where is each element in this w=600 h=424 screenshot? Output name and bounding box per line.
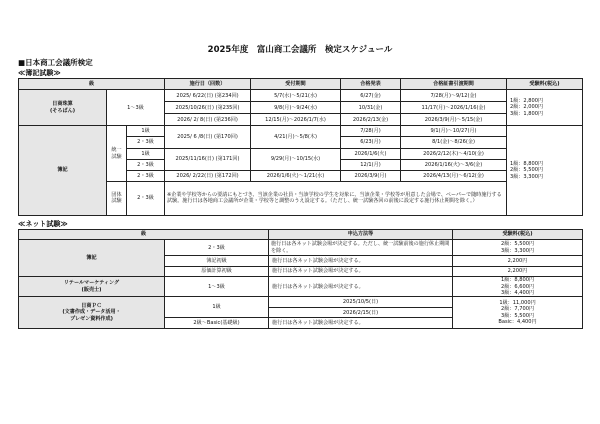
result-date: 7/28(月) — [341, 126, 401, 137]
result-date: 6/27(金) — [341, 90, 401, 102]
exam-date: 2025/11/16(日) (第171回) — [165, 148, 251, 170]
section-heading-written: ≪簿記試験≫ — [18, 69, 61, 77]
certificate-period: 2026/1/16(火)〜3/6(金) — [401, 159, 507, 170]
table-row — [19, 240, 583, 256]
grade-cell: 簿記初級 — [165, 256, 269, 267]
certificate-period: 2026/4/13(月)〜6/12(金) — [401, 170, 507, 181]
exam-date: 2026/2/15(日) — [269, 307, 453, 318]
exam-date: 2025/10/26(日) (第235回) — [165, 102, 251, 114]
written-exam-table — [18, 78, 583, 216]
exam-date: 2025/ 6 /8(日) (第170回) — [165, 126, 251, 148]
soroban-label: 日商珠算 (そろばん) — [19, 90, 107, 126]
application-period: 4/21(月)〜5/8(木) — [251, 126, 341, 148]
grade-cell: 2・3級 — [127, 170, 165, 181]
result-date: 12/1(月) — [341, 159, 401, 170]
page-title: 2025年度 富山商工会議所 検定スケジュール — [207, 45, 393, 55]
col-header-fee: 受験料(税込) — [453, 229, 583, 240]
unified-exam-label: 統一 試験 — [107, 126, 127, 182]
boki-label: 簿記 — [19, 126, 107, 216]
exam-date: 2026/ 2/ 8(日) (第236回) — [165, 114, 251, 126]
application-method: 施行日は各ネット試験会場が決定する。 — [269, 256, 453, 267]
net-exam-table — [18, 229, 583, 329]
section-heading-net: ≪ネット試験≫ — [18, 219, 68, 228]
table-header-row — [19, 79, 583, 90]
application-method: 施行日は各ネット試験会場が決定する。ただし、統一試験前後の施行休止期間を除く。 — [269, 240, 453, 256]
result-date: 10/31(金) — [341, 102, 401, 114]
table-header-row — [19, 229, 583, 240]
application-method: 施行日は各ネット試験会場が決定する。 — [269, 318, 453, 329]
org-heading: ■日本商工会議所検定 — [18, 58, 93, 67]
group-exam-note: ※企業や学校等からの要請にもとづき、当該企業の社員・当該学校の学生を対象に、当該企業・学校等が用意した会場で、ペーパーで随時施行する試験。施行日は各地商工会議所が企業・学校等と調整のうえ設定する。（ただし、統一試験各回の前後に設定する施行休止期間を除く。） — [165, 182, 507, 216]
grade-cell: 2・3級 — [127, 159, 165, 170]
application-method: 施行日は各ネット試験会場が決定する。 — [269, 277, 453, 297]
grade-cell: 原価計算初級 — [165, 266, 269, 277]
col-header-grade: 級 — [19, 79, 165, 90]
group-exam-label: 団体 試験 — [107, 182, 127, 216]
certificate-period: 8/1(金)〜8/26(金) — [401, 137, 507, 148]
grade-cell: 1級 — [165, 297, 269, 318]
exam-date: 2026/ 2/22(日) (第172回) — [165, 170, 251, 181]
grade-cell: 2級〜Basic(基礎級) — [165, 318, 269, 329]
col-header-fee: 受験料(税込) — [507, 79, 583, 90]
col-header-method: 申込方法等 — [269, 229, 453, 240]
grade-cell: 1〜3級 — [165, 277, 269, 297]
application-period: 12/15(月)〜2026/1/7(水) — [251, 114, 341, 126]
grade-cell: 2・3級 — [127, 137, 165, 148]
fee-cell: 1級：8,800円 2級：6,600円 3級：4,400円 — [453, 277, 583, 297]
fee-cell: 2,200円 — [453, 256, 583, 267]
certificate-period: 11/17(月)〜2026/1/16(金) — [401, 102, 507, 114]
grade-cell: 1級 — [127, 148, 165, 159]
result-date: 2026/2/13(金) — [341, 114, 401, 126]
application-period: 2026/1/6(火)〜1/21(水) — [251, 170, 341, 181]
fee-cell: 2級：5,500円 3級：3,300円 — [453, 240, 583, 256]
group-grade: 2・3級 — [127, 182, 165, 216]
table-row — [19, 90, 583, 102]
soroban-fee: 1級：2,800円 2級：2,000円 3級：1,800円 — [507, 90, 583, 126]
col-header-period: 受付期間 — [251, 79, 341, 90]
application-method: 施行日は各ネット試験会場が決定する。 — [269, 266, 453, 277]
certificate-period: 9/1(月)〜10/27(月) — [401, 126, 507, 137]
fee-cell: 2,200円 — [453, 266, 583, 277]
fee-cell: 1級：11,000円 2級：7,700円 3級：5,500円 Basic：4,400円 — [453, 297, 583, 329]
certificate-period: 7/28(月)〜9/12(金) — [401, 90, 507, 102]
col-header-cert: 合格証書引渡期間 — [401, 79, 507, 90]
certificate-period: 2026/2/12(木)〜4/10(金) — [401, 148, 507, 159]
col-header-grade: 級 — [19, 229, 269, 240]
result-date: 2026/1/6(火) — [341, 148, 401, 159]
col-header-result: 合格発表 — [341, 79, 401, 90]
pc-label: 日商ＰＣ (文書作成・データ活用・ プレゼン資料作成) — [19, 297, 165, 329]
result-date: 2026/3/9(月) — [341, 170, 401, 181]
result-date: 6/23(月) — [341, 137, 401, 148]
exam-date: 2025/ 6/22(日) (第234回) — [165, 90, 251, 102]
table-row — [19, 277, 583, 297]
col-header-date: 施行日（回数） — [165, 79, 251, 90]
grade-cell: 2・3級 — [165, 240, 269, 256]
application-period: 5/7(水)〜5/21(水) — [251, 90, 341, 102]
application-period: 9/8(月)〜9/24(水) — [251, 102, 341, 114]
soroban-grade: 1〜3級 — [107, 90, 165, 126]
retail-label: リテールマーケティング (販売士) — [19, 277, 165, 297]
exam-date: 2025/10/5(日) — [269, 297, 453, 308]
boki-fee: 1級：8,800円 2級：5,500円 3級：3,300円 — [507, 126, 583, 216]
application-period: 9/29(月)〜10/15(水) — [251, 148, 341, 170]
certificate-period: 2026/3/9(月)〜5/15(金) — [401, 114, 507, 126]
table-row — [19, 297, 583, 308]
net-boki-label: 簿記 — [19, 240, 165, 277]
table-row — [19, 126, 583, 137]
grade-cell: 1級 — [127, 126, 165, 137]
